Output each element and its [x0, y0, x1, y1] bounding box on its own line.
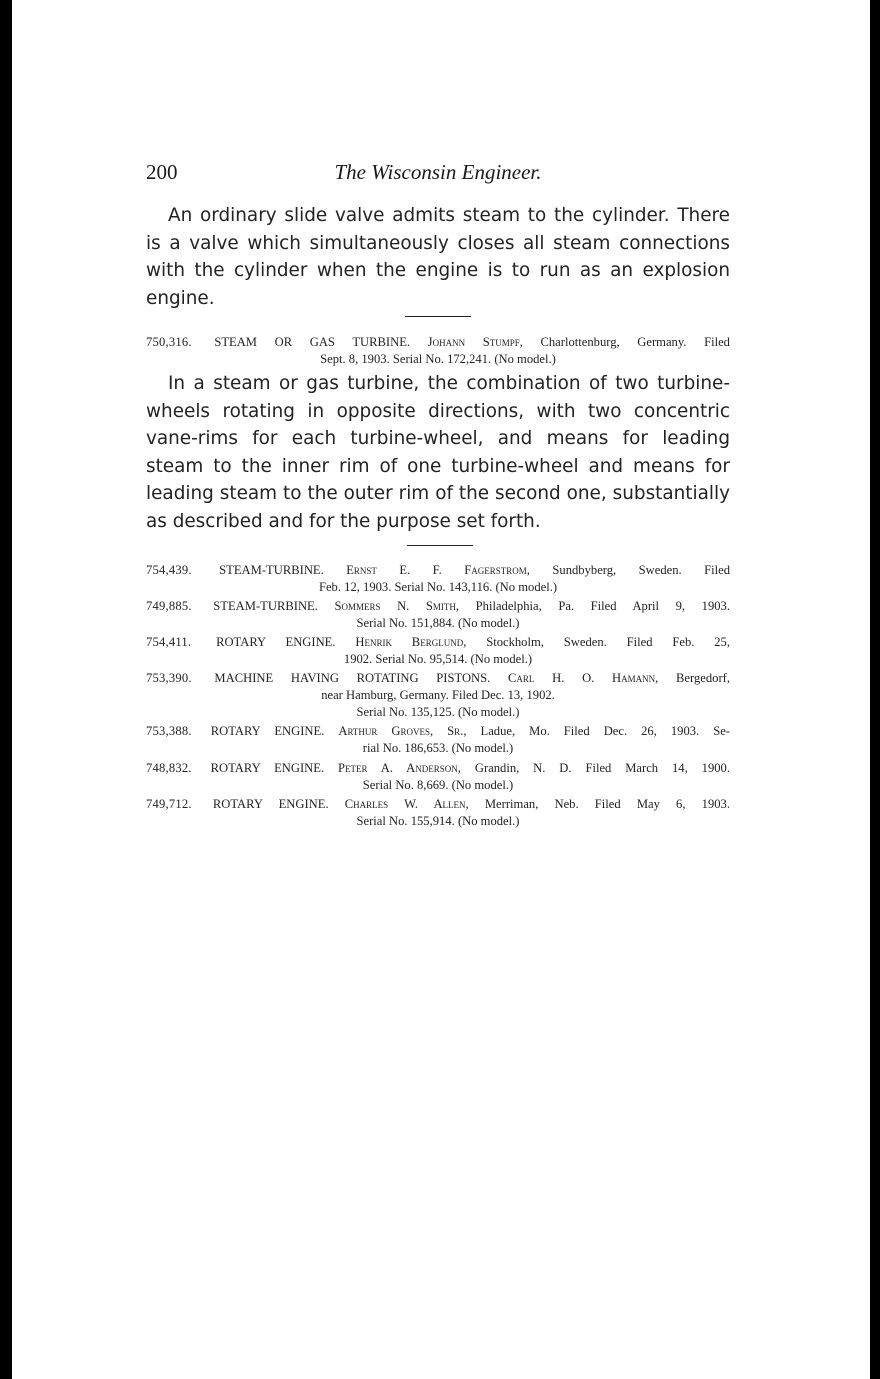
- patent-number: 753,390.: [146, 671, 192, 685]
- patent-number: 748,832.: [146, 761, 192, 775]
- patent-details: Philadelphia, Pa. Filed April 9, 1903.: [475, 599, 730, 613]
- patent-title: ROTARY ENGINE.: [212, 797, 329, 811]
- patent-entry: [146, 723, 730, 757]
- patent-number: 749,712.: [146, 797, 192, 811]
- patent-title: ROTARY ENGINE.: [210, 761, 325, 775]
- patent-title: STEAM-TURBINE.: [213, 599, 318, 613]
- patent-details-cont: Serial No. 155,914. (No model.): [356, 814, 520, 828]
- section-rule: [405, 316, 471, 317]
- patent-details: Charlottenburg, Germany. Filed: [540, 335, 730, 349]
- patent-title: MACHINE HAVING ROTATING PISTONS.: [214, 671, 491, 685]
- patent-inventor: Henrik Berglund,: [355, 635, 467, 649]
- patent-inventor: Sommers N. Smith,: [334, 599, 460, 613]
- section-rule-2: [407, 545, 473, 546]
- patent-title: ROTARY ENGINE.: [210, 724, 325, 738]
- patent-details-cont: near Hamburg, Germany. Filed Dec. 13, 1902.: [321, 688, 555, 702]
- patent-number: 753,388.: [146, 724, 192, 738]
- patent-details-cont: rial No. 186,653. (No model.): [362, 741, 514, 755]
- patent-details: Grandin, N. D. Filed March 14, 1900.: [474, 761, 730, 775]
- patent-title: STEAM OR GAS TURBINE.: [214, 335, 411, 349]
- patent-number: 754,439.: [146, 563, 192, 577]
- continuation-paragraph: An ordinary slide valve admits steam to the cylinder. There is a valve which simultaneously closes all steam connections with the cylinder when the engine is to run as an explosion engine.: [146, 205, 730, 309]
- patent-number: 749,885.: [146, 599, 192, 613]
- patent-claim: In a steam or gas turbine, the combination of two turbine-wheels rotating in opposite directions, with two concentric vane-rims for each turbine-wheel, and means for leading steam to the inner rim of one turbine-wheel and means for leading steam to the outer rim of the second one, substantially as described and for the purpose set forth.: [146, 373, 730, 532]
- page-number: 200: [146, 160, 178, 184]
- patent-details: Bergedorf,: [676, 671, 730, 685]
- patent-entry-main: [146, 334, 730, 368]
- patent-details: Sundbyberg, Sweden. Filed: [552, 563, 731, 577]
- patent-details-cont: Sept. 8, 1903. Serial No. 172,241. (No model.): [320, 352, 556, 366]
- patent-entry: [146, 760, 730, 794]
- journal-title: The Wisconsin Engineer.: [334, 160, 542, 184]
- patent-line: [146, 334, 730, 351]
- patent-details-cont: Feb. 12, 1903. Serial No. 143,116. (No model.): [318, 580, 558, 594]
- patent-number: 750,316.: [146, 335, 192, 349]
- patent-title: STEAM-TURBINE.: [219, 563, 324, 577]
- patent-details: Stockholm, Sweden. Filed Feb. 25,: [486, 635, 730, 649]
- patent-details-cont: 1902. Serial No. 95,514. (No model.): [343, 652, 533, 666]
- patent-title: ROTARY ENGINE.: [216, 635, 336, 649]
- patent-inventor: Charles W. Allen,: [344, 797, 469, 811]
- patent-inventor: Carl H. O. Hamann,: [508, 671, 659, 685]
- patent-details: Merriman, Neb. Filed May 6, 1903.: [484, 797, 730, 811]
- patent-entry: [146, 634, 730, 668]
- patent-inventor: Peter A. Anderson,: [338, 761, 461, 775]
- patent-details: Ladue, Mo. Filed Dec. 26, 1903. Se-: [480, 724, 731, 738]
- patent-inventor: Ernst E. F. Fagerstrom,: [346, 563, 530, 577]
- patent-details-cont: Serial No. 151,884. (No model.): [356, 616, 520, 630]
- patent-details-cont: Serial No. 8,669. (No model.): [362, 778, 514, 792]
- patent-number: 754,411.: [146, 635, 192, 649]
- patent-details-cont: Serial No. 135,125. (No model.): [356, 705, 520, 719]
- running-head: [146, 160, 730, 186]
- patent-entry: [146, 598, 730, 632]
- patent-entry: [146, 670, 730, 721]
- patent-entry: [146, 562, 730, 596]
- patent-inventor: Arthur Groves, Sr.,: [338, 724, 467, 738]
- patent-inventor: Johann Stumpf,: [427, 335, 523, 349]
- patent-entry: [146, 796, 730, 830]
